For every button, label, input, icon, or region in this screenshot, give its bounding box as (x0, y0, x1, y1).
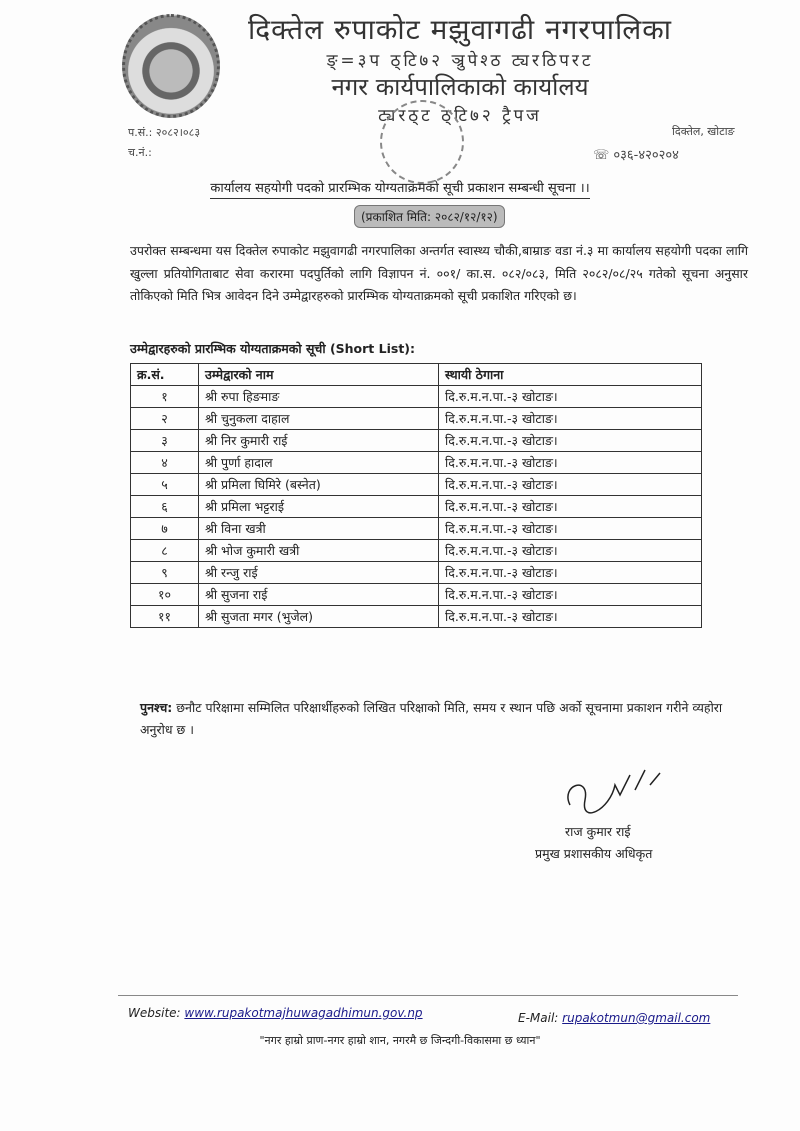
signatory-name: राज कुमार राई (565, 824, 631, 839)
cell-address: दि.रु.म.न.पा.-३ खोटाङ। (439, 496, 702, 518)
table-row (131, 518, 702, 540)
footer-divider (118, 995, 738, 996)
table-row (131, 496, 702, 518)
cell-address: दि.रु.म.न.पा.-३ खोटाङ। (439, 540, 702, 562)
cell-candidate-name: श्री भोज कुमारी खत्री (199, 540, 439, 562)
subject-text: कार्यालय सहयोगी पदकाे प्रारम्भिक योग्यताक्रमको सूची प्रकाशन सम्बन्धी सूचना ।। (210, 181, 589, 199)
cell-address: दि.रु.म.न.पा.-३ खोटाङ। (439, 606, 702, 628)
cell-address: दि.रु.म.न.पा.-३ खोटाङ। (439, 518, 702, 540)
notice-body: उपरोक्त सम्बन्धमा यस दिक्तेल रुपाकोट मझुवागढी नगरपालिका अन्तर्गत स्वास्थ्य चौकी,बाम्राङ वडा नं.३ मा कार्यालय सहयोगी पदका लागि खुल्ला प्रतियोगिताबाट सेवा करारमा पदपुर्तिको लागि विज्ञापन नं. ००१/ का.स. ०८२/०८३, मिति २०८२/०८/२५ गतेको सूचना अनुसार तोकिएको मिति भित्र आवेदन दिने उम्मेद्वारहरुको प्रारम्भिक योग्यताक्रमको सूची प्रकाशित गरिएको छ। (130, 243, 748, 303)
municipality-name-alt-script: ङ्=३प ठ्टि७२ ञ्रुपेश्ठ ट्यरठिपरट (326, 51, 594, 71)
shortlist-table (130, 363, 702, 628)
cell-address: दि.रु.म.न.पा.-३ खोटाङ। (439, 452, 702, 474)
cell-serial: ४ (131, 452, 199, 474)
cell-candidate-name: श्री प्रमिला भट्टराई (199, 496, 439, 518)
table-row (131, 540, 702, 562)
table-row (131, 474, 702, 496)
postscript-label: पुनश्च: (140, 700, 173, 715)
cell-address: दि.रु.म.न.पा.-३ खोटाङ। (439, 386, 702, 408)
col-address: स्थायी ठेगाना (439, 364, 702, 386)
cell-candidate-name: श्री पुर्णा हादाल (199, 452, 439, 474)
cell-serial: ६ (131, 496, 199, 518)
cell-candidate-name: श्री प्रमिला घिमिरे (बस्नेत) (199, 474, 439, 496)
notice-subject (0, 178, 800, 196)
cell-serial: १० (131, 584, 199, 606)
cell-address: दि.रु.म.न.पा.-३ खोटाङ। (439, 584, 702, 606)
cell-candidate-name: श्री रुपा हिङमाङ (199, 386, 439, 408)
email-label: E-Mail: (518, 1011, 559, 1025)
short-list-title: उम्मेद्वारहरुको प्रारम्भिक योग्यताक्रमको सूची (Short List): (130, 341, 416, 356)
table-row (131, 562, 702, 584)
cell-serial: २ (131, 408, 199, 430)
cell-candidate-name: श्री चुनुकला दाहाल (199, 408, 439, 430)
postscript (140, 697, 750, 741)
cell-candidate-name: श्री रन्जु राई (199, 562, 439, 584)
table-header-row (131, 364, 702, 386)
cell-serial: ११ (131, 606, 199, 628)
signature (560, 765, 670, 815)
cell-address: दि.रु.म.न.पा.-३ खोटाङ। (439, 408, 702, 430)
postscript-text: छनौट परिक्षामा सम्मिलित परिक्षार्थीहरुको लिखित परिक्षाको मिति, समय र स्थान पछि अर्को सूचनामा प्रकाशन गरीने व्यहोरा अनुरोध छ । (140, 700, 723, 737)
cell-serial: ९ (131, 562, 199, 584)
cell-serial: ७ (131, 518, 199, 540)
footer-motto: "नगर हाम्रो प्राण-नगर हाम्रो शान, नगरमै छ जिन्दगी-विकासमा छ ध्यान" (259, 1034, 541, 1047)
office-name-alt-script: ट्यरठ्ट ठ्टि७२ ट्रैपज (378, 106, 542, 126)
table-row (131, 452, 702, 474)
email-link[interactable]: rupakotmun@gmail.com (562, 1011, 711, 1025)
published-date: (प्रकाशित मिति: २०८२/१२/१२) (354, 205, 505, 228)
office-address: दिक्तेल, खोटाङ (672, 125, 735, 138)
cell-address: दि.रु.म.न.पा.-३ खोटाङ। (439, 562, 702, 584)
col-serial: क्र.सं. (131, 364, 199, 386)
table-row (131, 430, 702, 452)
cell-address: दि.रु.म.न.पा.-३ खोटाङ। (439, 430, 702, 452)
cell-serial: ३ (131, 430, 199, 452)
table-row (131, 584, 702, 606)
cell-serial: ५ (131, 474, 199, 496)
dispatch-number: च.नं.: (128, 146, 152, 159)
website-label: Website: (128, 1006, 181, 1020)
website-link[interactable]: www.rupakotmajhuwagadhimun.gov.np (184, 1006, 423, 1020)
cell-address: दि.रु.म.न.पा.-३ खोटाङ। (439, 474, 702, 496)
cell-serial: ८ (131, 540, 199, 562)
table-row (131, 408, 702, 430)
table-row (131, 386, 702, 408)
cell-candidate-name: श्री विना खत्री (199, 518, 439, 540)
office-name: नगर कार्यपालिकाको कार्यालय (331, 73, 589, 101)
cell-candidate-name: श्री निर कुमारी राई (199, 430, 439, 452)
cell-candidate-name: श्री सुजना राई (199, 584, 439, 606)
signatory-title: प्रमुख प्रशासकीय अधिकृत (535, 846, 653, 861)
col-name: उम्मेद्वारको नाम (199, 364, 439, 386)
cell-serial: १ (131, 386, 199, 408)
phone-number: ☏ ०३६-४२०२०४ (593, 148, 679, 163)
reference-number: प.सं.: २०८२।०८३ (128, 126, 201, 139)
footer-email (518, 1011, 710, 1025)
table-row (131, 606, 702, 628)
cell-candidate-name: श्री सुजता मगर (भुजेल) (199, 606, 439, 628)
footer-website (128, 1006, 423, 1020)
municipality-name: दिक्तेल रुपाकोट मझुवागढी नगरपालिका (248, 13, 672, 46)
